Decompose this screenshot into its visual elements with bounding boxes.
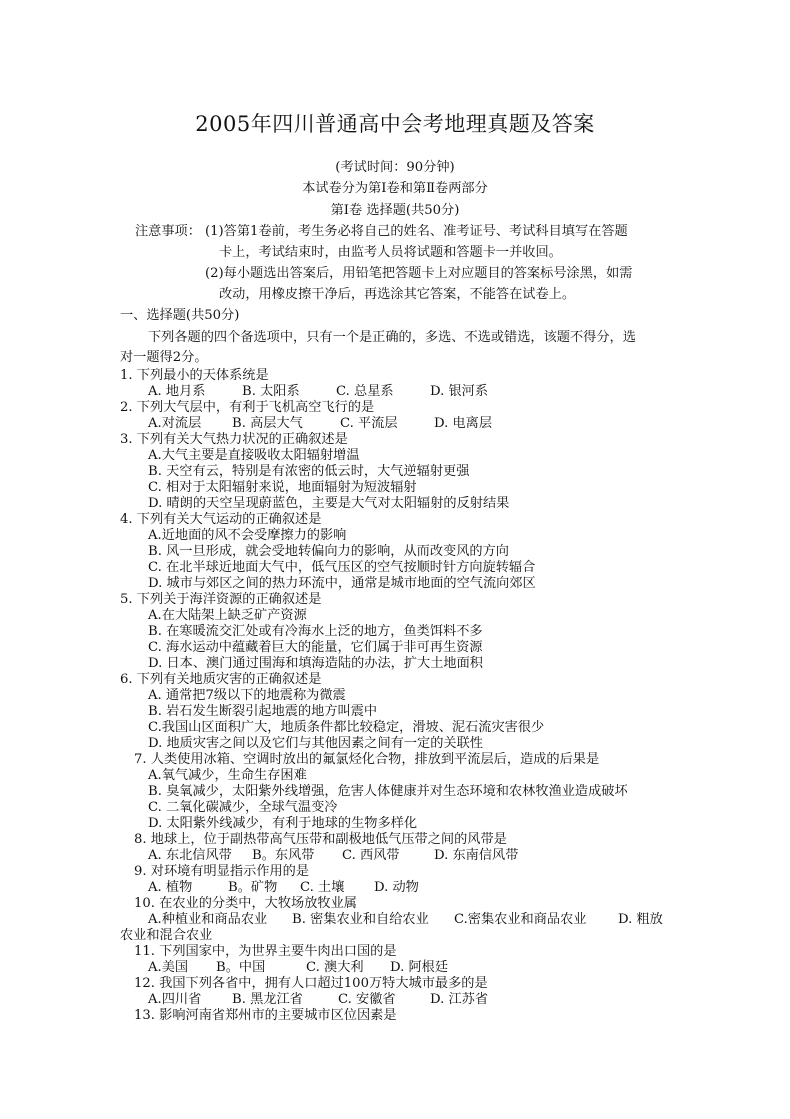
option: A.四川省 bbox=[148, 992, 202, 1007]
option: D. 东南信风带 bbox=[434, 848, 519, 863]
option: C. 平流层 bbox=[340, 416, 398, 431]
notes-label: 注意事项： bbox=[135, 224, 201, 239]
paper-parts: 本试卷分为第Ⅰ卷和第Ⅱ卷两部分 bbox=[302, 181, 488, 196]
question-stem: 6. 下列有关地质灾害的正确叙述是 bbox=[120, 672, 322, 687]
question-stem: 3. 下列有关大气热力状况的正确叙述是 bbox=[120, 432, 348, 447]
option-row bbox=[148, 416, 492, 432]
question-stem: 9. 对环境有明显指示作用的是 bbox=[134, 864, 310, 879]
section-title: 一、选择题(共50分) bbox=[120, 308, 240, 323]
option: A.在大陆架上缺乏矿产资源 bbox=[148, 608, 307, 623]
instructions-line-2: 对一题得2分。 bbox=[120, 350, 208, 365]
option: C. 海水运动中蕴藏着巨大的能量，它们属于非可再生资源 bbox=[148, 640, 483, 655]
note-1-line-2: 卡上，考试结束时，由监考人员将试题和答题卡一并收回。 bbox=[219, 245, 562, 260]
question-stem: 13. 影响河南省郑州市的主要城市区位因素是 bbox=[134, 1008, 397, 1023]
option: C. 土壤 bbox=[300, 880, 345, 895]
question-stem: 10. 在农业的分类中，大牧场放牧业属 bbox=[134, 896, 357, 911]
option: B. 高层大气 bbox=[232, 416, 303, 431]
option: C. 在北半球近地面大气中，低气压区的空气按顺时针方向旋转辐合 bbox=[148, 560, 536, 575]
option: A. 植物 bbox=[148, 880, 193, 895]
option: A. 东北信风带 bbox=[148, 848, 232, 863]
option: B. 臭氧减少，太阳紫外线增强，危害人体健康并对生态环境和农林牧渔业造成破坏 bbox=[148, 784, 628, 799]
question-stem: 11. 下列国家中，为世界主要牛肉出口国的是 bbox=[134, 944, 397, 959]
option: C. 二氧化碳减少，全球气温变冷 bbox=[148, 800, 338, 815]
option: D. 晴朗的天空呈现蔚蓝色，主要是大气对太阳辐射的反射结果 bbox=[148, 496, 510, 511]
option: B。中国 bbox=[216, 960, 266, 975]
option: C. 澳大利 bbox=[306, 960, 364, 975]
option: D. 动物 bbox=[374, 880, 419, 895]
option: B. 岩石发生断裂引起地震的地方叫震中 bbox=[148, 704, 378, 719]
option: C. 相对于太阳辐射来说，地面辐射为短波辐射 bbox=[148, 480, 417, 495]
option: A. 通常把7级以下的地震称为微震 bbox=[148, 688, 346, 703]
option: A.近地面的风不会受摩擦力的影响 bbox=[148, 528, 347, 543]
option-row bbox=[148, 992, 488, 1008]
option-row bbox=[148, 848, 518, 864]
option: B. 黑龙江省 bbox=[232, 992, 303, 1007]
question-stem: 7. 人类使用冰箱、空调时放出的氟氯烃化合物，排放到平流层后，造成的后果是 bbox=[134, 752, 600, 767]
question-stem: 2. 下列大气层中，有利于飞机高空飞行的是 bbox=[120, 400, 375, 415]
option: B. 太阳系 bbox=[242, 384, 300, 399]
option: C. 总星系 bbox=[336, 384, 394, 399]
option: D. 银河系 bbox=[430, 384, 489, 399]
note-2-line-1: (2)每小题选出答案后，用铅笔把答题卡上对应题目的答案标号涂黑，如需 bbox=[205, 266, 633, 281]
option-row bbox=[148, 960, 448, 976]
option: A.对流层 bbox=[148, 416, 202, 431]
option: D. 电离层 bbox=[434, 416, 493, 431]
option: D. 江苏省 bbox=[430, 992, 489, 1007]
note-2-line-2: 改动，用橡皮擦干净后，再选涂其它答案，不能答在试卷上。 bbox=[219, 287, 576, 302]
option: B。东风带 bbox=[252, 848, 315, 863]
option: B。矿物 bbox=[228, 880, 278, 895]
option: C. 安徽省 bbox=[338, 992, 396, 1007]
option: B. 天空有云，特别是有浓密的低云时，大气逆辐射更强 bbox=[148, 464, 470, 479]
option-continuation: 农业和混合农业 bbox=[120, 928, 213, 943]
option: B. 密集农业和自给农业 bbox=[292, 912, 429, 927]
option-row bbox=[148, 880, 419, 896]
instructions-line-1: 下列各题的四个备选项中，只有一个是正确的，多选、不选或错选，该题不得分，选 bbox=[148, 330, 636, 345]
option-row bbox=[148, 912, 663, 928]
option: D. 太阳紫外线减少，有利于地球的生物多样化 bbox=[148, 816, 418, 831]
option: A. 地月系 bbox=[148, 384, 206, 399]
option: A.美国 bbox=[148, 960, 189, 975]
question-stem: 5. 下列关于海洋资源的正确叙述是 bbox=[120, 592, 322, 607]
option: D. 日本、澳门通过围海和填海造陆的办法，扩大土地面积 bbox=[148, 656, 483, 671]
option: A.大气主要是直接吸收太阳辐射增温 bbox=[148, 448, 360, 463]
option: C.密集农业和商品农业 bbox=[454, 912, 587, 927]
option: B. 风一旦形成，就会受地转偏向力的影响，从而改变风的方向 bbox=[148, 544, 509, 559]
question-stem: 4. 下列有关大气运动的正确叙述是 bbox=[120, 512, 322, 527]
option: A.种植业和商品农业 bbox=[148, 912, 268, 927]
option: D. 城市与郊区之间的热力环流中，通常是城市地面的空气流向郊区 bbox=[148, 576, 536, 591]
part1-title: 第Ⅰ卷 选择题(共50分) bbox=[330, 203, 460, 218]
option: D. 阿根廷 bbox=[390, 960, 449, 975]
option: C.我国山区面积广大，地质条件都比较稳定，滑坡、泥石流灾害很少 bbox=[148, 720, 545, 735]
question-stem: 8. 地球上，位于副热带高气压带和副极地低气压带之间的风带是 bbox=[134, 832, 507, 847]
option-row bbox=[148, 384, 488, 400]
option: A.氧气减少，生命生存困难 bbox=[148, 768, 307, 783]
question-stem: 1. 下列最小的天体系统是 bbox=[120, 368, 269, 383]
note-1-line-1: (1)答第1卷前，考生务必将自己的姓名、准考证号、考试科目填写在答题 bbox=[205, 224, 628, 239]
option: D. 粗放 bbox=[618, 912, 663, 927]
option: C. 西风带 bbox=[342, 848, 400, 863]
option: B. 在寒暖流交汇处或有冷海水上泛的地方，鱼类饵料不多 bbox=[148, 624, 483, 639]
document-title: 2005年四川普通高中会考地理真题及答案 bbox=[195, 112, 595, 136]
question-stem: 12. 我国下列各省中，拥有人口超过100万特大城市最多的是 bbox=[134, 976, 488, 991]
option: D. 地质灾害之间以及它们与其他因素之间有一定的关联性 bbox=[148, 736, 483, 751]
exam-time: (考试时间：90分钟) bbox=[335, 160, 455, 175]
